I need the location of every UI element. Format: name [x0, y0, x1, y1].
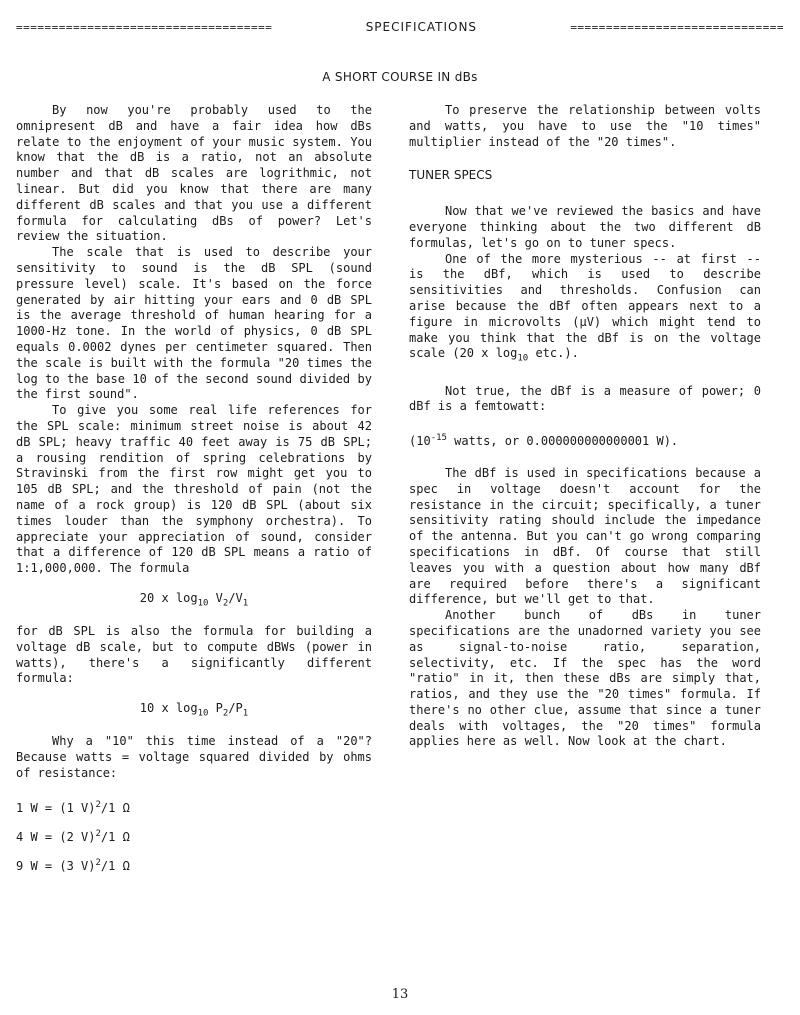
left-paragraph-5: Why a "10" this time instead of a "20"? Because watts = voltage squared divided by ohms of resistance: [16, 734, 372, 781]
femtowatt-equation: ($10^{-15}$ watts, or 0.000000000000001 W). [409, 433, 679, 449]
left-column [16, 103, 372, 879]
left-paragraph-4: for dB SPL is also the formula for building a voltage dB scale, but to compute dBWs (power in watts), there's a significantly different formula: [16, 624, 372, 686]
right-paragraph-6: Another bunch of dBs in tuner specifications are the unadorned variety you see as signal-to-noise ratio, separation, selectivity, etc. If the spec has the word "ratio" in it, then these dBs are simply that, ratios, and they use the "20 times" formula. If there's no other clue, assume that since a tuner deals with voltages, the "20 times" formula applies here as well. Now look at the chart. [409, 608, 761, 749]
right-paragraph-2: Now that we've reviewed the basics and have everyone thinking about the two different dB formulas, let's go on to tuner specs. [409, 204, 761, 250]
equation-1w: 1 W = (1 V)$^2$/1 Ω [16, 799, 130, 815]
left-paragraph-3: To give you some real life references for the SPL scale: minimum street noise is about 42 dB SPL; heavy traffic 40 feet away is 75 dB SPL; a rousing rendition of spring celebrations by Stravinski from the first row might get you to 105 dB SPL; and the threshold of pain (not the name of a rock group) is 120 dB SPL (about six times louder than the symphony orchestra). To appreciate your appreciation of sound, consider that a difference of 120 dB SPL means a ratio of 1:1,000,000. The formula [16, 403, 372, 576]
right-paragraph-5: The dBf is used in specifications because a spec in voltage doesn't account for the resistance in the circuit; specifically, a tuner sensitivity rating should include the impedance of the antenna. But you can't go wrong comparing specifications in dBf. Of course that still leaves you with a question about how many dBf are required before there's a significant difference, but we'll get to that. [409, 465, 761, 607]
page-number: 13 [391, 987, 409, 1002]
section-title: A SHORT COURSE IN dBs [322, 70, 478, 84]
right-paragraph-1: To preserve the relationship between volts and watts, you have to use the "10 times" multiplier instead of the "20 times". [409, 103, 761, 149]
right-paragraph-4: Not true, the dBf is a measure of power; 0 dBf is a femtowatt: [409, 383, 761, 414]
header-rule-right: ============================== [570, 20, 784, 34]
equation-9w: 9 W = (3 V)$^2$/1 Ω [16, 857, 130, 873]
left-paragraph-2: The scale that is used to describe your sensitivity to sound is the dB SPL (sound pressure level) scale. It's based on the force generated by air hitting your ears and 0 dB SPL is the average threshold of human hearing for a 1000-Hz tone. In the world of physics, 0 dB SPL equals 0.0002 dynes per centimeter squared. Then the scale is built with the formula "20 times the log to the base 10 of the second sound divided by the first sound". [16, 245, 372, 402]
left-paragraph-1: By now you're probably used to the omnipresent dB and have a fair idea how dBs relate to the enjoyment of your music system. You know that the dB is a ratio, not an absolute number and that dB scales are logrithmic, not linear. But did you know that there are many different dB scales and that you use a different formula for calculating dBs of power? Let's review the situation. [16, 103, 372, 244]
formula-voltage: 20 x $\log_{10} V_2/V_1$ [139, 590, 249, 609]
right-column [409, 103, 761, 750]
header-title: SPECIFICATIONS [365, 20, 478, 34]
page-header [16, 20, 784, 34]
equation-4w: 4 W = (2 V)$^2$/1 Ω [16, 828, 130, 844]
subhead-tuner-specs: TUNER SPECS [409, 168, 493, 183]
right-paragraph-3: One of the more mysterious -- at first -- is the dBf, which is used to describe sensitivities and thresholds. Confusion can arise because the dBf often appears next to a figure in microvolts (µV) which might tend to make you think that the dBf is on the voltage scale (20 x $\log_{10} etc$.). [409, 251, 761, 364]
formula-power: 10 x $\log_{10} P_2/P_1$ [139, 701, 249, 719]
header-rule-left: ==================================== [16, 20, 273, 34]
